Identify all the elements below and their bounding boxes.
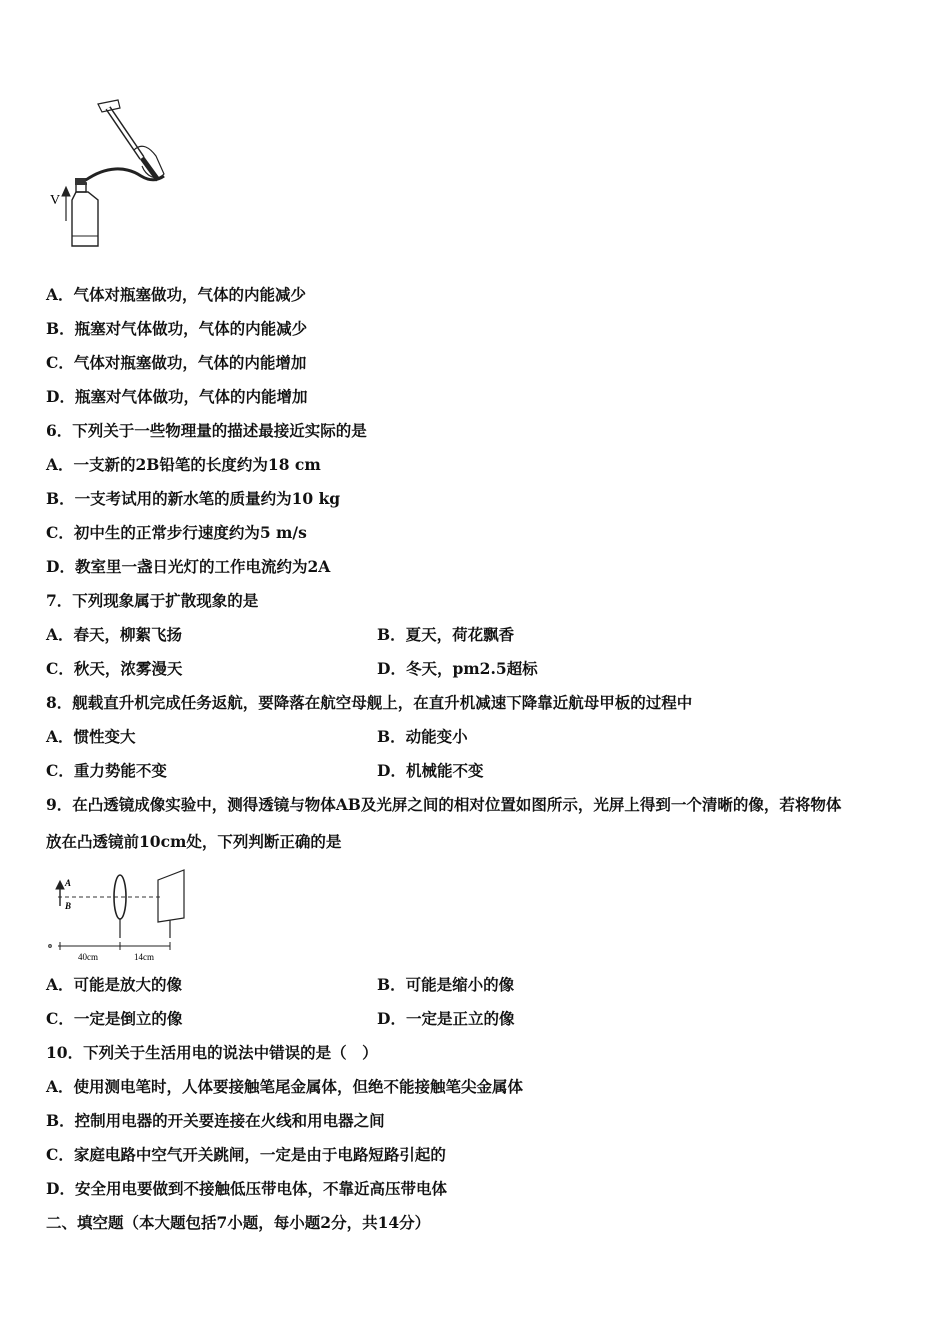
q9-stem-line1: 9．在凸透镜成像实验中，测得透镜与物体AB及光屏之间的相对位置如图所示，光屏上得到一个清晰的像，若将物体 xyxy=(46,795,842,814)
q6-option-a: A．一支新的2B铅笔的长度约为18 cm xyxy=(46,455,321,474)
section-title: 二、填空题（本大题包括7小题，每小题2分，共14分） xyxy=(46,1213,431,1232)
pump-bottle-figure xyxy=(46,96,176,256)
q9-option-b: B．可能是缩小的像 xyxy=(377,975,515,994)
object-ab xyxy=(56,881,64,906)
lens-figure xyxy=(44,866,204,966)
q8-option-c: C．重力势能不变 xyxy=(46,761,167,780)
q6-option-d: D．教室里一盏日光灯的工作电流约为2A xyxy=(46,557,331,576)
q8-stem: 8．舰载直升机完成任务返航，要降落在航空母舰上，在直升机减速下降靠近航母甲板的过程中 xyxy=(46,693,693,712)
q6-stem: 6．下列关于一些物理量的描述最接近实际的是 xyxy=(46,421,367,440)
light-screen xyxy=(158,870,184,922)
q10-option-b: B．控制用电器的开关要连接在火线和用电器之间 xyxy=(46,1111,385,1130)
q7-option-a: A．春天，柳絮飞扬 xyxy=(46,625,183,644)
q10-option-c: C．家庭电路中空气开关跳闸，一定是由于电路短路引起的 xyxy=(46,1145,446,1164)
q9-option-a: A．可能是放大的像 xyxy=(46,975,183,994)
q9-option-c: C．一定是倒立的像 xyxy=(46,1009,183,1028)
label-a: A xyxy=(65,878,72,888)
q10-stem: 10．下列关于生活用电的说法中错误的是（ ） xyxy=(46,1043,378,1062)
q10-option-d: D．安全用电要做到不接触低压带电体，不靠近高压带电体 xyxy=(46,1179,447,1198)
q5-option-b: B．瓶塞对气体做功，气体的内能减少 xyxy=(46,319,308,338)
bottle xyxy=(72,184,98,246)
q9-option-d: D．一定是正立的像 xyxy=(377,1009,515,1028)
distance-14cm: 14cm xyxy=(134,952,154,962)
q7-option-c: C．秋天，浓雾漫天 xyxy=(46,659,183,678)
v-label: V xyxy=(50,193,61,208)
q8-option-a: A．惯性变大 xyxy=(46,727,136,746)
q6-option-c: C．初中生的正常步行速度约为5 m/s xyxy=(46,523,307,542)
pump xyxy=(98,100,164,180)
q7-option-b: B．夏天，荷花飘香 xyxy=(377,625,515,644)
q5-option-a: A．气体对瓶塞做功，气体的内能减少 xyxy=(46,285,307,304)
dimension-lines xyxy=(58,942,170,950)
q7-stem: 7．下列现象属于扩散现象的是 xyxy=(46,591,259,610)
distance-40cm: 40cm xyxy=(78,952,98,962)
q9-stem-line2: 放在凸透镜前10cm处，下列判断正确的是 xyxy=(46,832,342,851)
q5-option-c: C．气体对瓶塞做功，气体的内能增加 xyxy=(46,353,307,372)
origin-label: o xyxy=(48,941,52,950)
label-b: B xyxy=(65,901,72,911)
q10-option-a: A．使用测电笔时，人体要接触笔尾金属体，但绝不能接触笔尖金属体 xyxy=(46,1077,524,1096)
q8-option-b: B．动能变小 xyxy=(377,727,468,746)
q8-option-d: D．机械能不变 xyxy=(377,761,484,780)
q6-option-b: B．一支考试用的新水笔的质量约为10 kg xyxy=(46,489,341,508)
q7-option-d: D．冬天，pm2.5超标 xyxy=(377,659,538,678)
bottle-stopper xyxy=(75,178,87,185)
q5-option-d: D．瓶塞对气体做功，气体的内能增加 xyxy=(46,387,308,406)
velocity-arrow xyxy=(62,187,70,221)
